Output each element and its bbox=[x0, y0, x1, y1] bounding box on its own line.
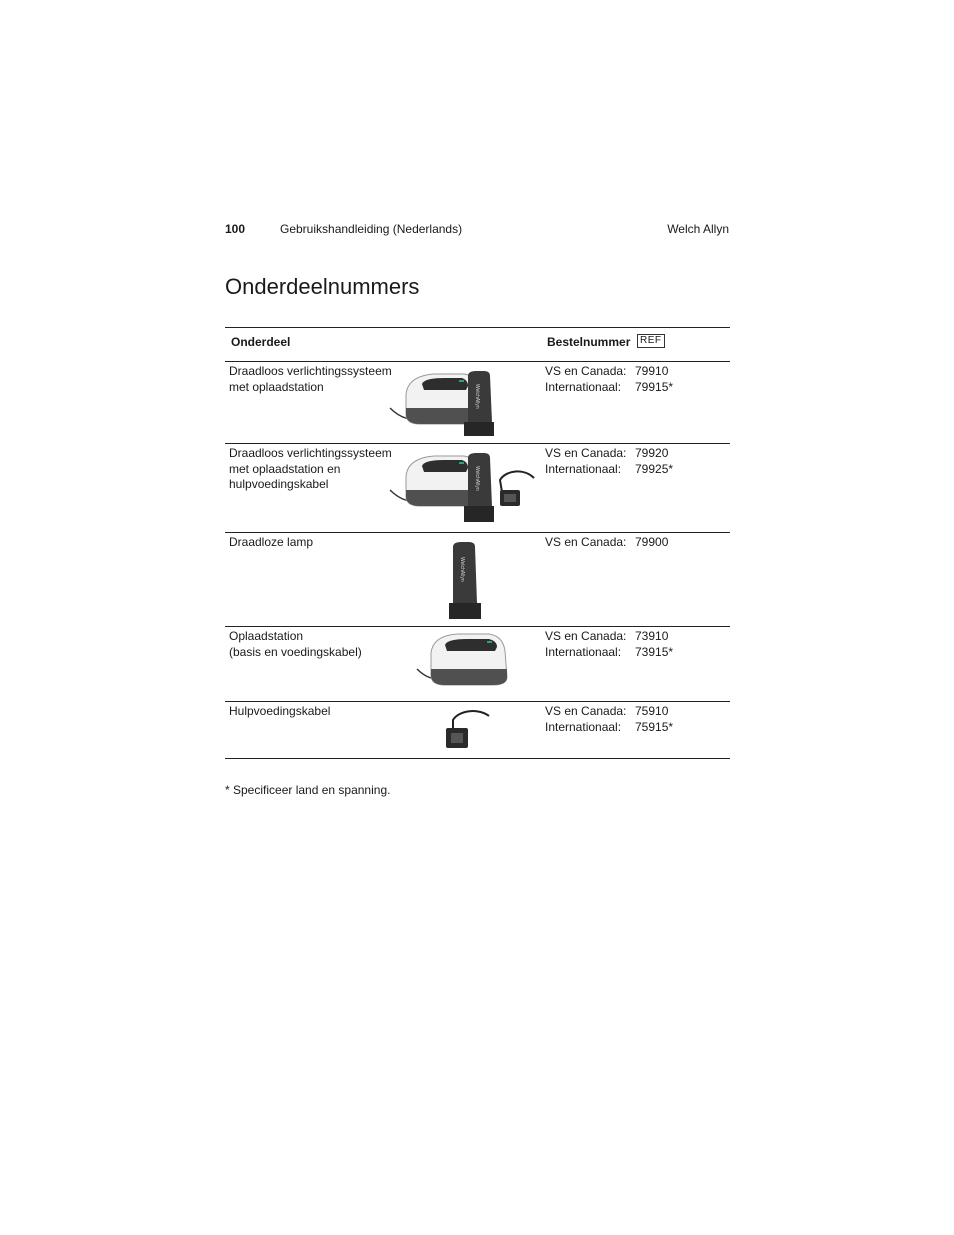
svg-text:WelchAllyn: WelchAllyn bbox=[474, 384, 480, 409]
region-label: Internationaal: bbox=[545, 461, 622, 476]
power-cable-icon bbox=[443, 708, 491, 754]
region-label: VS en Canada: bbox=[545, 535, 627, 549]
manual-title: Gebruikshandleiding (Nederlands) bbox=[280, 222, 463, 236]
region-label: VS en Canada: bbox=[545, 364, 627, 378]
page-title: Onderdeelnummers bbox=[225, 274, 420, 299]
order-number: 75915* bbox=[635, 719, 674, 734]
description-line: Draadloos verlichtingssysteem bbox=[229, 364, 392, 378]
order-number: 79925* bbox=[635, 461, 674, 476]
charger-light-cable-icon bbox=[388, 450, 538, 526]
description-line: met oplaadstation bbox=[229, 379, 324, 394]
table-row bbox=[225, 702, 730, 759]
description-line: Oplaadstation bbox=[229, 629, 304, 643]
part-description bbox=[229, 446, 394, 493]
order-number: 73915* bbox=[635, 644, 674, 659]
parts-table bbox=[225, 327, 730, 759]
charging-station-icon bbox=[415, 631, 515, 697]
ref-symbol: REF bbox=[637, 334, 665, 348]
order-number: 79915* bbox=[635, 379, 674, 394]
footnote: * Specificeer land en spanning. bbox=[225, 783, 391, 797]
part-description bbox=[229, 629, 394, 660]
charger-with-light-icon bbox=[388, 366, 498, 440]
svg-text:WelchAllyn: WelchAllyn bbox=[474, 466, 480, 491]
table-header-row bbox=[225, 328, 730, 362]
table-row bbox=[225, 533, 730, 627]
order-number: 79910 bbox=[635, 364, 669, 378]
region-label: Internationaal: bbox=[545, 644, 622, 659]
region-label: VS en Canada: bbox=[545, 704, 627, 718]
column-header-order-number: Bestelnummer bbox=[547, 335, 631, 349]
part-description bbox=[229, 704, 394, 720]
wireless-lamp-icon bbox=[445, 541, 485, 621]
description-line: met oplaadstation en bbox=[229, 461, 341, 476]
column-header-part: Onderdeel bbox=[231, 335, 291, 349]
page-number: 100 bbox=[225, 222, 246, 236]
svg-text:WelchAllyn: WelchAllyn bbox=[459, 557, 465, 582]
region-label: Internationaal: bbox=[545, 379, 622, 394]
part-description bbox=[229, 535, 394, 551]
description-line: hulpvoedingskabel bbox=[229, 477, 329, 491]
description-line: Draadloze lamp bbox=[229, 535, 314, 549]
description-line: (basis en voedingskabel) bbox=[229, 644, 362, 659]
description-line: Hulpvoedingskabel bbox=[229, 704, 331, 718]
region-label: VS en Canada: bbox=[545, 446, 627, 460]
table-row bbox=[225, 627, 730, 702]
region-label: Internationaal: bbox=[545, 719, 622, 734]
description-line: Draadloos verlichtingssysteem bbox=[229, 446, 392, 460]
table-row bbox=[225, 444, 730, 533]
order-number: 79900 bbox=[635, 535, 669, 549]
brand-name: Welch Allyn bbox=[667, 222, 729, 236]
table-row bbox=[225, 362, 730, 444]
part-description bbox=[229, 364, 394, 395]
order-number: 79920 bbox=[635, 446, 669, 460]
order-number: 73910 bbox=[635, 629, 669, 643]
order-number: 75910 bbox=[635, 704, 669, 718]
region-label: VS en Canada: bbox=[545, 629, 627, 643]
